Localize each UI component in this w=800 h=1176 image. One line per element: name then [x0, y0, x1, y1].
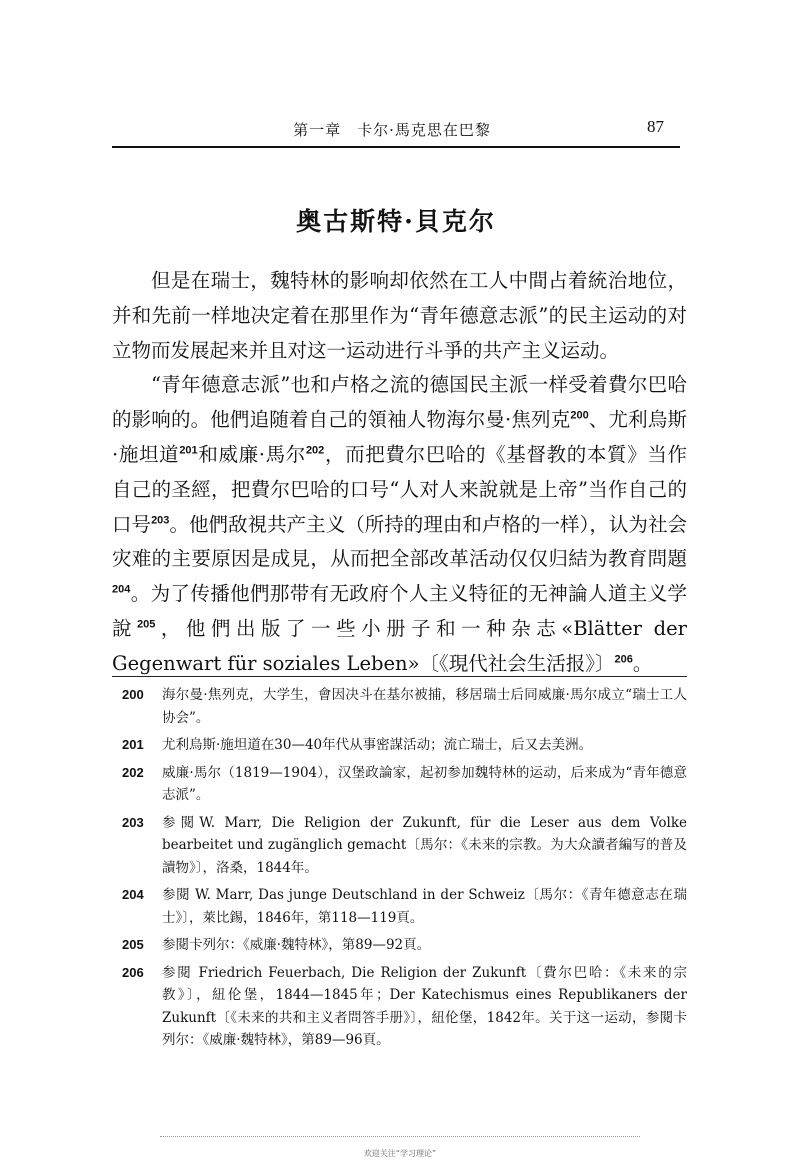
section-title: 奥古斯特·貝克尔 [296, 207, 496, 236]
footnote-text: 参閱卡列尔：《威廉·魏特林》，第89—92頁。 [162, 937, 431, 953]
footnote-text: 参閱 W. Marr, Das junge Deutschland in der Schweiz〔馬尔：《青年德意志在瑞士》〕，萊比錫，1846年，第118—119頁。 [162, 887, 687, 926]
text-segment: 。为了传播他們那带有无政府个人主义特征的无神論人道主义学說 [112, 582, 687, 640]
footnote-number: 203 [122, 814, 144, 830]
footnote-text: 尤利烏斯·施坦道在30—40年代从事密謀活动；流亡瑞士，后又去美洲。 [162, 737, 593, 753]
text-segment: ，而把費尔巴哈的《基督教的本質》当作自己的圣經，把費尔巴哈的口号“人对人来說就是上帝”当作自己的口号 [112, 442, 688, 536]
footnote-text: 参閱 Friedrich Feuerbach, Die Religion der Zukunft〔費尔巴哈：《未来的宗教》〕，紐伦堡，1844—1845年；Der Katechismus eines Republikaners der Zukunft〔《未来的共和主义者問答手册》〕，紐伦堡，1842年。关于这一运动，参閱卡列尔：《威廉·魏特林》，第89—96頁。 [162, 964, 687, 1048]
footnote-text: 海尔曼·焦列克，大学生，會因决斗在基尔被捕，移居瑞士后同威廉·馬尔成立“瑞士工人协会”。 [162, 687, 687, 726]
footnote-202 [122, 762, 687, 807]
footnote-ref-201[interactable]: 201 [179, 444, 198, 457]
footnote-text: 威廉·馬尔（1819—1904），汉堡政論家，起初参加魏特林的运动，后来成为“青年德意志派”。 [162, 764, 687, 803]
footnote-number: 202 [122, 764, 144, 780]
text-segment: 。 [632, 651, 653, 675]
scan-bottom-marks [160, 1136, 640, 1141]
footnote-200 [122, 684, 687, 729]
footnotes [122, 684, 687, 1057]
footnote-ref-203[interactable]: 203 [151, 514, 170, 527]
footnote-number: 206 [122, 964, 144, 980]
body-text [112, 264, 687, 682]
text-segment: 和威廉·馬尔 [197, 442, 306, 466]
footnote-ref-206[interactable]: 206 [614, 653, 633, 666]
footnote-number: 204 [122, 887, 144, 902]
running-header [112, 113, 672, 143]
footnote-rule [112, 676, 687, 677]
footnote-ref-205[interactable]: 205 [137, 618, 156, 631]
footnote-number: 200 [122, 687, 144, 702]
text-segment: ，他們出版了一些小册子和一种杂志«Blätter der Gegenwart für soziales Leben»〔《現代社会生活报》〕 [112, 616, 687, 675]
chapter-title: 第一章 卡尔·馬克思在巴黎 [293, 121, 491, 139]
footnote-201 [122, 734, 687, 757]
footnote-number: 205 [122, 937, 144, 952]
text-segment: “青年德意志派”也和卢格之流的德国民主派一样受着費尔巴哈的影响的。他們追随着自己的領袖人物海尔曼·焦列克 [112, 373, 687, 432]
footnote-203 [122, 812, 687, 880]
watermark: 欢迎关注“学习理论” [363, 1149, 437, 1158]
footnote-ref-202[interactable]: 202 [305, 444, 325, 457]
paragraph-2 [112, 368, 687, 681]
footnote-205 [122, 934, 687, 957]
text-segment: 。他們敌視共产主义（所持的理由和卢格的一样），认为社会灾难的主要原因是成見，从而把全部改革活动仅仅归結为教育問題 [112, 512, 687, 571]
page-number: 87 [647, 117, 664, 136]
footnote-204 [122, 884, 687, 929]
paragraph-1: 但是在瑞士，魏特林的影响却依然在工人中間占着統治地位，并和先前一样地决定着在那里作为“青年德意志派”的民主运动的对立物而发展起来并且对这一运动进行斗爭的共产主义运动。 [112, 269, 687, 362]
footnote-ref-200[interactable]: 200 [570, 409, 589, 422]
footnote-ref-204[interactable]: 204 [112, 583, 131, 596]
footnote-206 [122, 962, 687, 1052]
footnote-number: 201 [122, 737, 144, 752]
footnote-text: 参閱W. Marr, Die Religion der Zukunft, für die Leser aus dem Volke bearbeitet und zugänglich gemacht〔馬尔：《未来的宗教。为大众讀者編写的普及讀物》〕，洛桑，1844年。 [162, 814, 687, 876]
text-segment: 、尤利烏斯·施坦道 [112, 408, 687, 466]
header-rule [112, 146, 680, 148]
